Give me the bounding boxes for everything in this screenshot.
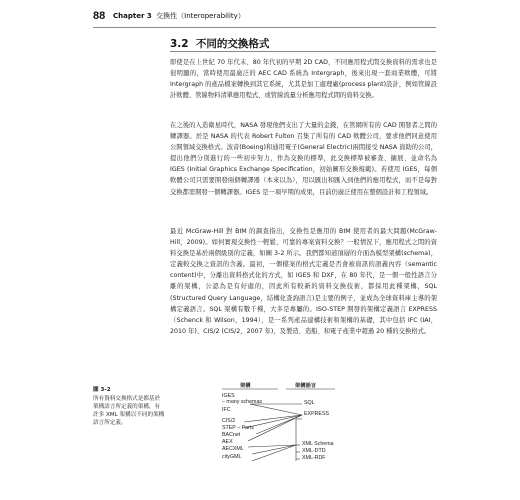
paragraph-3: 最近 McGraw-Hill 對 BIM 的調查指出，交換性是應用的 BIM 使用者的最大問題(McGraw-Hill，2009)。如何實現交換性一輕鬆，可靠的專案資料交換？一般情況下，應用程式之間的資料交換是基於兩個級別的定義，如圖 3-2 所示。我們都知道頂層的介面為模型架構(schema)，定義較交換之資訊的含義。最初，一個檔案的格式定義是否會被資訊的語義內容（semantic content)中，分離出資料格式化的方式，如 IGES 和 DXF，在 80 年代，是一個一般性語言分離的架構，公認為是有好處的，因此所有較新的資料交換技術，都採用此種架構，SQL (Structured Query Language，結構化查詢語言)是主要的例子，並成為全球資料庫主導的架構定義語言。SQL 架構有數千種，大多是專屬的。ISO-STEP 開發的架構定義語言 EXPRESS（Schenck 和 Wilson，1994），是一系列產品建構技術和架構的基礎，其中包括 IFC (IAI，2010 年)、CIS/2 (CIS/2，2007 年)，及製造、造船、和電子產業中超過 20 種的交換格式。 [170, 228, 437, 335]
schema-item: AECXML [222, 446, 244, 452]
figure-label: 圖 3-2 [93, 387, 111, 393]
diagram-connectors [220, 381, 390, 481]
figure-caption-text: 所有資料交換格式是都基於架構語言所定義的架構，有許多 XML 架構以不同的架構語言所定義。 [93, 396, 165, 426]
language-item: XML Schema [302, 441, 334, 447]
schema-item: CIS/2 [222, 418, 236, 424]
chapter-title: 交換性（Interoperability） [156, 12, 245, 20]
page-number: 88 [93, 10, 106, 22]
paragraph-1: 即使是在上世紀 70 年代末、80 年代初的早期 2D CAD，不同應用程式間交換資料的需求也是很明顯的，當時使用最廣泛的 AEC CAD 系統為 Intergraph，後來出現一套商業軟體，可將 Intergraph 的產品檔案轉換到其它系統，尤其是加工處理廠(process plant)設計，例如管線設計軟體、管線物料清單應用程式、或管線流量分析應用程式間的資料交換。 [170, 59, 437, 100]
schema-item: IGES [222, 393, 235, 399]
figure-caption [93, 386, 165, 427]
running-header [93, 10, 433, 28]
column-header-schema: 架構 [240, 383, 251, 389]
schema-language-diagram [220, 381, 390, 481]
header-rule [93, 27, 436, 28]
section-heading [170, 36, 269, 51]
chapter-heading [113, 11, 245, 21]
schema-item: BACnet [222, 432, 241, 438]
section-title: 不同的交換格式 [195, 38, 270, 50]
section-number: 3.2 [170, 38, 189, 50]
schema-item: – many schemas [222, 399, 263, 405]
paragraph-2: 在之後的入造衛星時代，NASA 發現他們支出了大量的金錢，在管網所有的 CAD 開發者之間的轉譯器。於是 NASA 的代表 Robert Fulton 召集了所有的 CAD 軟體公司，要求他們同意使用公開領域交換格式。波音(Boeing)和通用電子(General Electric)兩間接受 NASA 資助的公司，提出他們分別進行的一些初步努力，作為交換的標準，此交換標準被審查、擴展、並命名為 IGES (Initial Graphics Exchange Specification，初始圖形交換規範)。若使用 IGES，每個軟體公司只需要開發兩個轉譯器（本來以為），用以匯出和匯入到他們的應用程式，而不是每對交換都需開發一個轉譯器。IGES 是一項早期的成果，目前仍廣泛使用在整個設計和工程領域。 [170, 122, 437, 196]
chapter-label: Chapter 3 [113, 12, 152, 20]
language-item: XML-DTD [302, 448, 326, 454]
language-item: EXPRESS [304, 411, 330, 417]
language-item: XML-RDF [302, 455, 326, 461]
schema-item: IFC [222, 407, 231, 413]
schema-item: STEP – Parts [222, 425, 254, 431]
schema-item: AEX [222, 439, 233, 445]
column-header-language: 架構語言 [295, 383, 317, 389]
schema-item: cityGML [222, 454, 242, 460]
language-item: SQL [304, 400, 315, 406]
